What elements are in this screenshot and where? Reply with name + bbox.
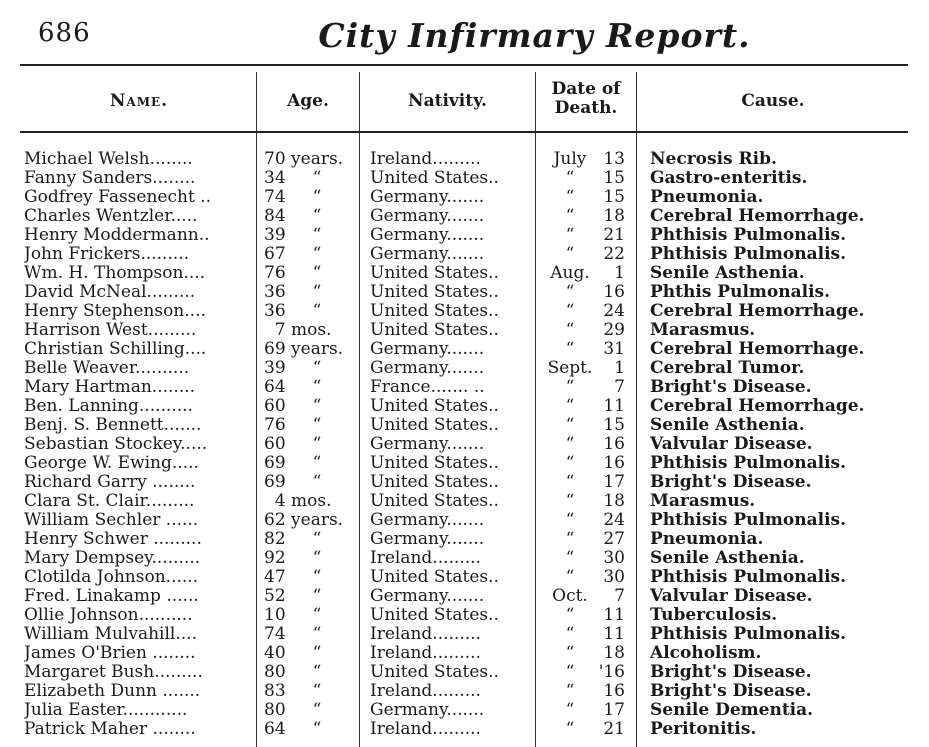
nativity-cell: Ireland......... (370, 682, 481, 701)
death-day-cell: 7 (614, 587, 625, 606)
name-cell: Clara St. Clair......... (24, 492, 195, 511)
table-row (0, 378, 929, 397)
table-row (0, 473, 929, 492)
death-day-cell: 1 (614, 264, 625, 283)
name-cell: Fred. Linakamp ...... (24, 587, 199, 606)
table-row (0, 720, 929, 739)
death-day-cell: 16 (603, 283, 625, 302)
death-month-cell: “ (565, 207, 575, 226)
nativity-cell: United States.. (370, 606, 499, 625)
name-cell: Mary Dempsey......... (24, 549, 201, 568)
table-row (0, 188, 929, 207)
cause-cell: Phthisis Pulmonalis. (650, 568, 847, 587)
death-month-cell: Oct. (552, 587, 588, 606)
table-row (0, 169, 929, 188)
name-cell: William Sechler ...... (24, 511, 199, 530)
death-month-cell: “ (565, 625, 575, 644)
death-month-cell: “ (565, 530, 575, 549)
death-month-cell: “ (565, 682, 575, 701)
cause-cell: Senile Dementia. (650, 701, 814, 720)
table-row (0, 245, 929, 264)
cause-cell: Cerebral Hemorrhage. (650, 397, 865, 416)
age-cell: 69 years. (264, 340, 344, 359)
cause-cell: Cerebral Hemorrhage. (650, 207, 865, 226)
nativity-cell: Ireland......... (370, 625, 481, 644)
cause-cell: Alcoholism. (650, 644, 762, 663)
nativity-cell: France....... .. (370, 378, 485, 397)
table-row (0, 264, 929, 283)
death-month-cell: “ (565, 568, 575, 587)
name-cell: James O'Brien ........ (24, 644, 196, 663)
name-cell: Julia Easter............ (24, 701, 188, 720)
column-header-name: Name. (109, 91, 169, 111)
death-day-cell: 17 (603, 701, 625, 720)
name-cell: Henry Moddermann.. (24, 226, 210, 245)
column-header-date-line1: Date of (551, 79, 621, 99)
name-cell: Ollie Johnson.......... (24, 606, 193, 625)
nativity-cell: Germany....... (370, 587, 485, 606)
table-row (0, 568, 929, 587)
table-row (0, 644, 929, 663)
table-row (0, 321, 929, 340)
death-day-cell: 15 (603, 416, 625, 435)
column-header-date (537, 80, 635, 118)
death-day-cell: 16 (603, 682, 625, 701)
age-cell: 83 “ (264, 682, 322, 701)
name-cell: Henry Stephenson.... (24, 302, 206, 321)
age-cell: 64 “ (264, 720, 322, 739)
death-day-cell: 11 (603, 606, 625, 625)
death-day-cell: 18 (603, 644, 625, 663)
death-month-cell: “ (565, 606, 575, 625)
death-month-cell: “ (565, 511, 575, 530)
death-month-cell: “ (565, 321, 575, 340)
column-header-date-line2: Death. (554, 98, 618, 118)
table-row (0, 549, 929, 568)
cause-cell: Marasmus. (650, 492, 756, 511)
age-cell: 36 “ (264, 302, 322, 321)
cause-cell: Cerebral Hemorrhage. (650, 302, 865, 321)
table-row (0, 416, 929, 435)
nativity-cell: Germany....... (370, 207, 485, 226)
table-row (0, 701, 929, 720)
death-day-cell: 18 (603, 492, 625, 511)
cause-cell: Bright's Disease. (650, 378, 812, 397)
name-cell: Wm. H. Thompson.... (24, 264, 206, 283)
nativity-cell: Germany....... (370, 340, 485, 359)
age-cell: 80 “ (264, 701, 322, 720)
nativity-cell: United States.. (370, 473, 499, 492)
name-cell: Harrison West......... (24, 321, 197, 340)
age-cell: 40 “ (264, 644, 322, 663)
death-day-cell: 27 (603, 530, 625, 549)
cause-cell: Valvular Disease. (650, 435, 813, 454)
age-cell: 36 “ (264, 283, 322, 302)
age-cell: 34 “ (264, 169, 322, 188)
age-cell: 60 “ (264, 435, 322, 454)
nativity-cell: Germany....... (370, 226, 485, 245)
column-header-nativity: Nativity. (408, 91, 487, 111)
age-cell: 80 “ (264, 663, 322, 682)
name-cell: Godfrey Fassenecht .. (24, 188, 211, 207)
table-row (0, 359, 929, 378)
cause-cell: Bright's Disease. (650, 473, 812, 492)
nativity-cell: Germany....... (370, 511, 485, 530)
nativity-cell: United States.. (370, 283, 499, 302)
nativity-cell: United States.. (370, 663, 499, 682)
cause-cell: Marasmus. (650, 321, 756, 340)
death-month-cell: “ (565, 245, 575, 264)
death-month-cell: July (553, 150, 587, 169)
nativity-cell: United States.. (370, 492, 499, 511)
nativity-cell: Germany....... (370, 435, 485, 454)
age-cell: 70 years. (264, 150, 344, 169)
name-cell: Patrick Maher ........ (24, 720, 196, 739)
age-cell: 92 “ (264, 549, 322, 568)
name-cell: Sebastian Stockey..... (24, 435, 208, 454)
name-cell: Mary Hartman........ (24, 378, 196, 397)
nativity-cell: Germany....... (370, 359, 485, 378)
name-cell: Ben. Lanning.......... (24, 397, 193, 416)
name-cell: Belle Weaver.......... (24, 359, 190, 378)
cause-cell: Phthisis Pulmonalis. (650, 226, 847, 245)
top-rule (20, 64, 908, 66)
death-month-cell: “ (565, 378, 575, 397)
column-header-cause: Cause. (741, 91, 805, 111)
death-month-cell: “ (565, 302, 575, 321)
name-cell: David McNeal......... (24, 283, 196, 302)
nativity-cell: Germany....... (370, 245, 485, 264)
nativity-cell: United States.. (370, 264, 499, 283)
nativity-cell: United States.. (370, 416, 499, 435)
nativity-cell: United States.. (370, 397, 499, 416)
name-cell: William Mulvahill.... (24, 625, 197, 644)
death-month-cell: “ (565, 663, 575, 682)
cause-cell: Cerebral Tumor. (650, 359, 805, 378)
nativity-cell: United States.. (370, 454, 499, 473)
death-month-cell: Aug. (550, 264, 590, 283)
death-day-cell: 22 (603, 245, 625, 264)
table-row (0, 340, 929, 359)
death-month-cell: “ (565, 720, 575, 739)
death-day-cell: 16 (603, 435, 625, 454)
cause-cell: Senile Asthenia. (650, 264, 805, 283)
death-day-cell: 30 (603, 549, 625, 568)
cause-cell: Necrosis Rib. (650, 150, 777, 169)
death-day-cell: 1 (614, 359, 625, 378)
nativity-cell: United States.. (370, 568, 499, 587)
age-cell: 52 “ (264, 587, 322, 606)
age-cell: 7 mos. (264, 321, 332, 340)
name-cell: Richard Garry ........ (24, 473, 196, 492)
age-cell: 67 “ (264, 245, 322, 264)
death-day-cell: 24 (603, 302, 625, 321)
cause-cell: Phthisis Pulmonalis. (650, 511, 847, 530)
nativity-cell: Ireland......... (370, 644, 481, 663)
table-row (0, 492, 929, 511)
age-cell: 69 “ (264, 454, 322, 473)
cause-cell: Senile Asthenia. (650, 549, 805, 568)
death-month-cell: Sept. (547, 359, 593, 378)
name-cell: Christian Schilling.... (24, 340, 207, 359)
cause-cell: Cerebral Hemorrhage. (650, 340, 865, 359)
nativity-cell: Ireland......... (370, 150, 481, 169)
death-day-cell: 21 (603, 720, 625, 739)
death-month-cell: “ (565, 435, 575, 454)
page-title: City Infirmary Report. (318, 16, 751, 55)
table-row (0, 283, 929, 302)
table-row (0, 435, 929, 454)
nativity-cell: United States.. (370, 169, 499, 188)
cause-cell: Bright's Disease. (650, 682, 812, 701)
table-row (0, 511, 929, 530)
death-day-cell: 17 (603, 473, 625, 492)
table-row (0, 150, 929, 169)
name-cell: Margaret Bush......... (24, 663, 203, 682)
name-cell: George W. Ewing..... (24, 454, 199, 473)
name-cell: John Frickers......... (24, 245, 190, 264)
cause-cell: Gastro-enteritis. (650, 169, 808, 188)
age-cell: 74 “ (264, 625, 322, 644)
nativity-cell: Germany....... (370, 530, 485, 549)
death-day-cell: 18 (603, 207, 625, 226)
nativity-cell: Germany....... (370, 701, 485, 720)
age-cell: 39 “ (264, 359, 322, 378)
table-row (0, 530, 929, 549)
name-cell: Michael Welsh........ (24, 150, 193, 169)
cause-cell: Pneumonia. (650, 188, 764, 207)
death-day-cell: 21 (603, 226, 625, 245)
cause-cell: Peritonitis. (650, 720, 757, 739)
death-month-cell: “ (565, 397, 575, 416)
name-cell: Elizabeth Dunn ....... (24, 682, 201, 701)
death-day-cell: 15 (603, 169, 625, 188)
death-day-cell: 13 (603, 150, 625, 169)
cause-cell: Valvular Disease. (650, 587, 813, 606)
cause-cell: Phthis Pulmonalis. (650, 283, 831, 302)
age-cell: 39 “ (264, 226, 322, 245)
table-row (0, 682, 929, 701)
death-month-cell: “ (565, 340, 575, 359)
age-cell: 62 years. (264, 511, 344, 530)
table-row (0, 606, 929, 625)
age-cell: 69 “ (264, 473, 322, 492)
death-day-cell: 31 (603, 340, 625, 359)
cause-cell: Senile Asthenia. (650, 416, 805, 435)
death-month-cell: “ (565, 644, 575, 663)
name-cell: Charles Wentzler..... (24, 207, 198, 226)
death-month-cell: “ (565, 416, 575, 435)
age-cell: 76 “ (264, 416, 322, 435)
header-rule (20, 131, 908, 133)
column-header-age: Age. (287, 91, 329, 111)
death-day-cell: 15 (603, 188, 625, 207)
nativity-cell: Ireland......... (370, 549, 481, 568)
age-cell: 64 “ (264, 378, 322, 397)
table-row (0, 663, 929, 682)
age-cell: 60 “ (264, 397, 322, 416)
nativity-cell: United States.. (370, 321, 499, 340)
death-month-cell: “ (565, 549, 575, 568)
death-day-cell: 30 (603, 568, 625, 587)
nativity-cell: United States.. (370, 302, 499, 321)
death-day-cell: 7 (614, 378, 625, 397)
age-cell: 4 mos. (264, 492, 332, 511)
age-cell: 84 “ (264, 207, 322, 226)
table-row (0, 226, 929, 245)
name-cell: Clotilda Johnson...... (24, 568, 199, 587)
name-cell: Benj. S. Bennett....... (24, 416, 202, 435)
death-month-cell: “ (565, 283, 575, 302)
death-month-cell: “ (565, 188, 575, 207)
cause-cell: Tuberculosis. (650, 606, 778, 625)
table-row (0, 587, 929, 606)
death-day-cell: 29 (603, 321, 625, 340)
death-month-cell: “ (565, 473, 575, 492)
cause-cell: Phthisis Pulmonalis. (650, 245, 847, 264)
cause-cell: Pneumonia. (650, 530, 764, 549)
age-cell: 74 “ (264, 188, 322, 207)
death-month-cell: “ (565, 226, 575, 245)
cause-cell: Phthisis Pulmonalis. (650, 454, 847, 473)
age-cell: 47 “ (264, 568, 322, 587)
nativity-cell: Ireland......... (370, 720, 481, 739)
cause-cell: Bright's Disease. (650, 663, 812, 682)
cause-cell: Phthisis Pulmonalis. (650, 625, 847, 644)
death-day-cell: '16 (598, 663, 625, 682)
nativity-cell: Germany....... (370, 188, 485, 207)
name-cell: Fanny Sanders........ (24, 169, 196, 188)
age-cell: 82 “ (264, 530, 322, 549)
death-day-cell: 24 (603, 511, 625, 530)
death-month-cell: “ (565, 454, 575, 473)
table-row (0, 625, 929, 644)
death-day-cell: 11 (603, 397, 625, 416)
death-month-cell: “ (565, 701, 575, 720)
death-month-cell: “ (565, 169, 575, 188)
age-cell: 76 “ (264, 264, 322, 283)
page-number: 686 (38, 18, 91, 48)
name-cell: Henry Schwer ......... (24, 530, 202, 549)
death-day-cell: 16 (603, 454, 625, 473)
death-day-cell: 11 (603, 625, 625, 644)
table-row (0, 302, 929, 321)
death-month-cell: “ (565, 492, 575, 511)
table-row (0, 397, 929, 416)
age-cell: 10 “ (264, 606, 322, 625)
table-row (0, 454, 929, 473)
table-row (0, 207, 929, 226)
